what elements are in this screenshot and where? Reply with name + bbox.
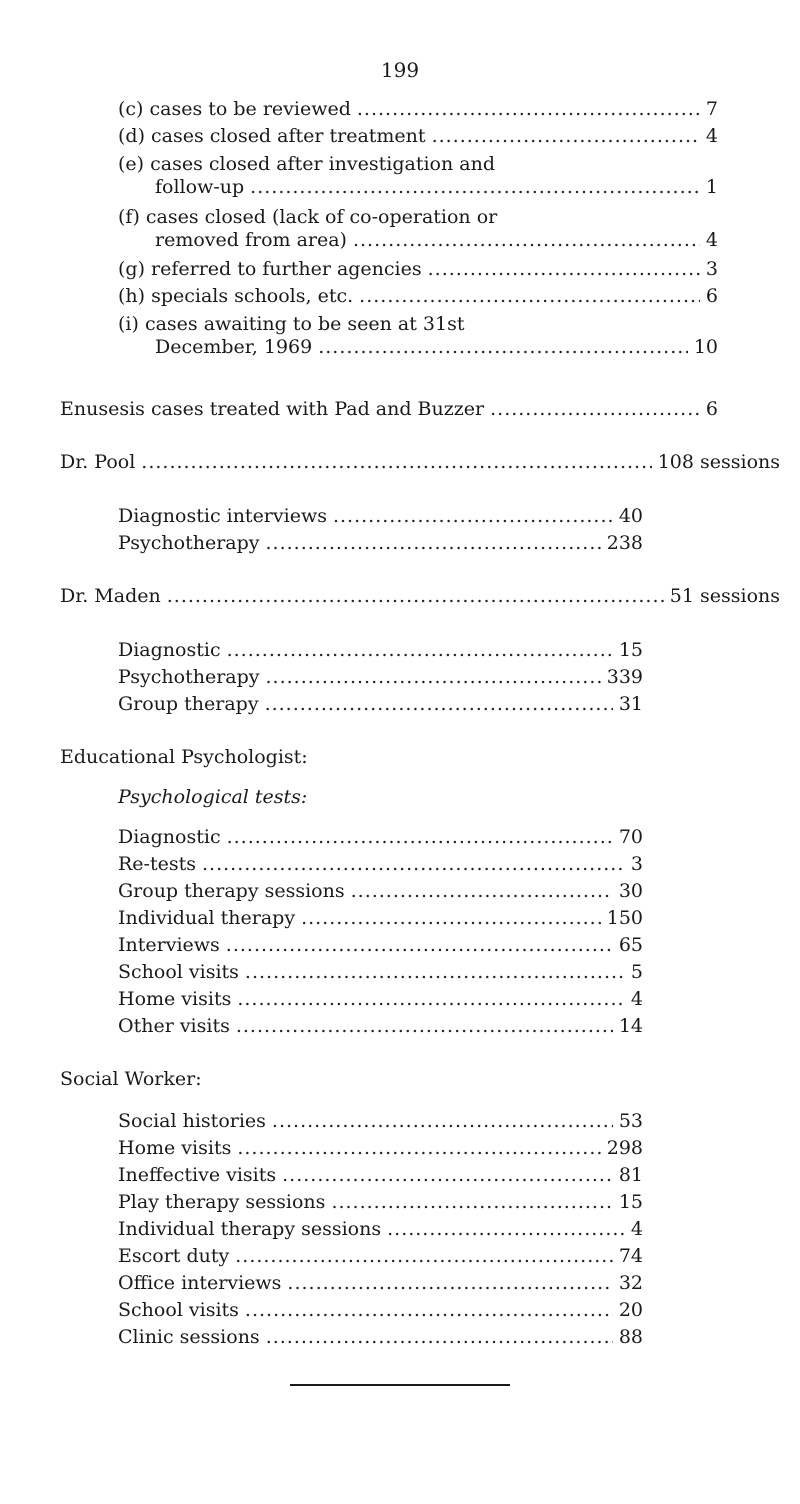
item-value: 14 (618, 1015, 643, 1037)
leader-dots (266, 532, 601, 554)
leader-dots (333, 505, 613, 527)
item-label: School visits (118, 961, 239, 983)
item-label: Home visits (118, 988, 232, 1010)
leader-dots (245, 1299, 613, 1321)
dr-pool-line (60, 451, 780, 473)
case-item-e (118, 152, 718, 198)
item-value: 298 (606, 1137, 643, 1159)
item-value: 30 (618, 880, 643, 902)
social-worker-item (118, 1191, 643, 1213)
social-worker-heading: Social Worker: (60, 1068, 202, 1090)
ed-psych-item (118, 880, 643, 902)
item-value: 65 (618, 934, 643, 956)
item-label: Ineffective visits (118, 1164, 277, 1186)
item-label: Social histories (118, 1110, 266, 1132)
leader-dots (266, 1326, 613, 1348)
leader-dots (167, 585, 664, 607)
item-label: Group therapy sessions (118, 880, 345, 902)
leader-dots (359, 285, 700, 307)
ed-psych-item (118, 826, 643, 848)
case-value: 4 (705, 125, 718, 147)
leader-dots (202, 853, 625, 875)
case-value: 1 (705, 176, 718, 198)
leader-dots (351, 880, 613, 902)
case-label-line2: December, 1969 (155, 336, 313, 358)
enuresis-label: Enusesis cases treated with Pad and Buzzer (60, 398, 485, 420)
ed-psych-item (118, 907, 643, 929)
item-label: Individual therapy (118, 907, 296, 929)
social-worker-item (118, 1272, 643, 1294)
case-value: 7 (705, 98, 718, 120)
item-value: 238 (606, 532, 643, 554)
leader-dots (490, 398, 700, 420)
item-value: 40 (618, 505, 643, 527)
social-worker-item (118, 1110, 643, 1132)
item-label: Individual therapy sessions (118, 1218, 382, 1240)
ed-psych-subheading: Psychological tests: (118, 786, 308, 808)
case-label-line1: (e) cases closed after investigation and (118, 153, 495, 175)
item-value: 20 (618, 1299, 643, 1321)
case-value: 10 (693, 336, 718, 358)
dr-maden-line (60, 585, 780, 607)
case-label-line1: (i) cases awaiting to be seen at 31st (118, 313, 465, 335)
item-value: 339 (606, 666, 643, 688)
bottom-rule (290, 1384, 510, 1386)
item-value: 4 (630, 1218, 643, 1240)
item-value: 15 (618, 639, 643, 661)
dr-pool-sessions: 108 sessions (657, 451, 780, 473)
leader-dots (318, 336, 688, 358)
enuresis-line (60, 398, 718, 420)
leader-dots (357, 98, 700, 120)
item-value: 88 (618, 1326, 643, 1348)
dr-pool-item (118, 532, 643, 554)
leader-dots (353, 229, 700, 251)
item-label: Group therapy (118, 693, 259, 715)
case-value: 6 (705, 285, 718, 307)
item-label: Interviews (118, 934, 220, 956)
case-item-i (118, 312, 718, 358)
item-label: Home visits (118, 1137, 232, 1159)
leader-dots (250, 176, 700, 198)
ed-psych-item (118, 1015, 643, 1037)
page-number: 199 (380, 58, 420, 82)
case-label: (d) cases closed after treatment (118, 125, 426, 147)
case-item-c (118, 98, 718, 120)
item-value: 70 (618, 826, 643, 848)
dr-pool-item (118, 505, 643, 527)
case-item-f (118, 205, 718, 251)
leader-dots (226, 934, 613, 956)
case-label: (h) specials schools, etc. (118, 285, 354, 307)
item-label: Diagnostic (118, 639, 221, 661)
leader-dots (245, 961, 625, 983)
case-label-line2: follow-up (155, 176, 245, 198)
leader-dots (287, 1272, 612, 1294)
social-worker-item (118, 1218, 643, 1240)
social-worker-item (118, 1245, 643, 1267)
dr-maden-sessions: 51 sessions (669, 585, 780, 607)
case-label-line1: (f) cases closed (lack of co-operation or (118, 206, 498, 228)
social-worker-item (118, 1299, 643, 1321)
leader-dots (227, 826, 613, 848)
ed-psych-item (118, 934, 643, 956)
case-item-g (118, 258, 718, 280)
social-worker-item (118, 1137, 643, 1159)
case-label: (g) referred to further agencies (118, 258, 422, 280)
case-item-h (118, 285, 718, 307)
leader-dots (265, 693, 613, 715)
enuresis-value: 6 (705, 398, 718, 420)
leader-dots (141, 451, 651, 473)
item-label: Psychotherapy (118, 532, 260, 554)
leader-dots (387, 1218, 625, 1240)
item-value: 3 (630, 853, 643, 875)
item-value: 81 (618, 1164, 643, 1186)
item-label: Psychotherapy (118, 666, 260, 688)
item-value: 31 (618, 693, 643, 715)
dr-maden-item (118, 693, 643, 715)
item-label: Re-tests (118, 853, 196, 875)
social-worker-item (118, 1164, 643, 1186)
item-label: Clinic sessions (118, 1326, 260, 1348)
item-value: 32 (618, 1272, 643, 1294)
item-label: Diagnostic (118, 826, 221, 848)
leader-dots (282, 1164, 613, 1186)
dr-maden-item (118, 639, 643, 661)
ed-psych-item (118, 961, 643, 983)
dr-pool-label: Dr. Pool (60, 451, 136, 473)
case-value: 3 (705, 258, 718, 280)
item-value: 4 (630, 988, 643, 1010)
leader-dots (428, 258, 700, 280)
item-value: 74 (618, 1245, 643, 1267)
leader-dots (236, 1015, 613, 1037)
item-value: 150 (606, 907, 643, 929)
item-label: Escort duty (118, 1245, 230, 1267)
leader-dots (272, 1110, 613, 1132)
case-label-line2: removed from area) (155, 229, 347, 251)
item-value: 5 (630, 961, 643, 983)
item-label: Office interviews (118, 1272, 282, 1294)
item-label: Other visits (118, 1015, 230, 1037)
case-value: 4 (705, 229, 718, 251)
leader-dots (301, 907, 601, 929)
dr-maden-label: Dr. Maden (60, 585, 161, 607)
leader-dots (331, 1191, 612, 1213)
dr-maden-item (118, 666, 643, 688)
item-value: 15 (618, 1191, 643, 1213)
case-item-d (118, 125, 718, 147)
item-label: School visits (118, 1299, 239, 1321)
case-label: (c) cases to be reviewed (118, 98, 351, 120)
item-label: Diagnostic interviews (118, 505, 327, 527)
leader-dots (227, 639, 613, 661)
leader-dots (432, 125, 700, 147)
leader-dots (237, 1137, 600, 1159)
ed-psych-item (118, 988, 643, 1010)
leader-dots (235, 1245, 613, 1267)
leader-dots (237, 988, 625, 1010)
item-value: 53 (618, 1110, 643, 1132)
ed-psych-item (118, 853, 643, 875)
leader-dots (266, 666, 601, 688)
social-worker-item (118, 1326, 643, 1348)
item-label: Play therapy sessions (118, 1191, 326, 1213)
ed-psych-heading: Educational Psychologist: (60, 746, 308, 768)
